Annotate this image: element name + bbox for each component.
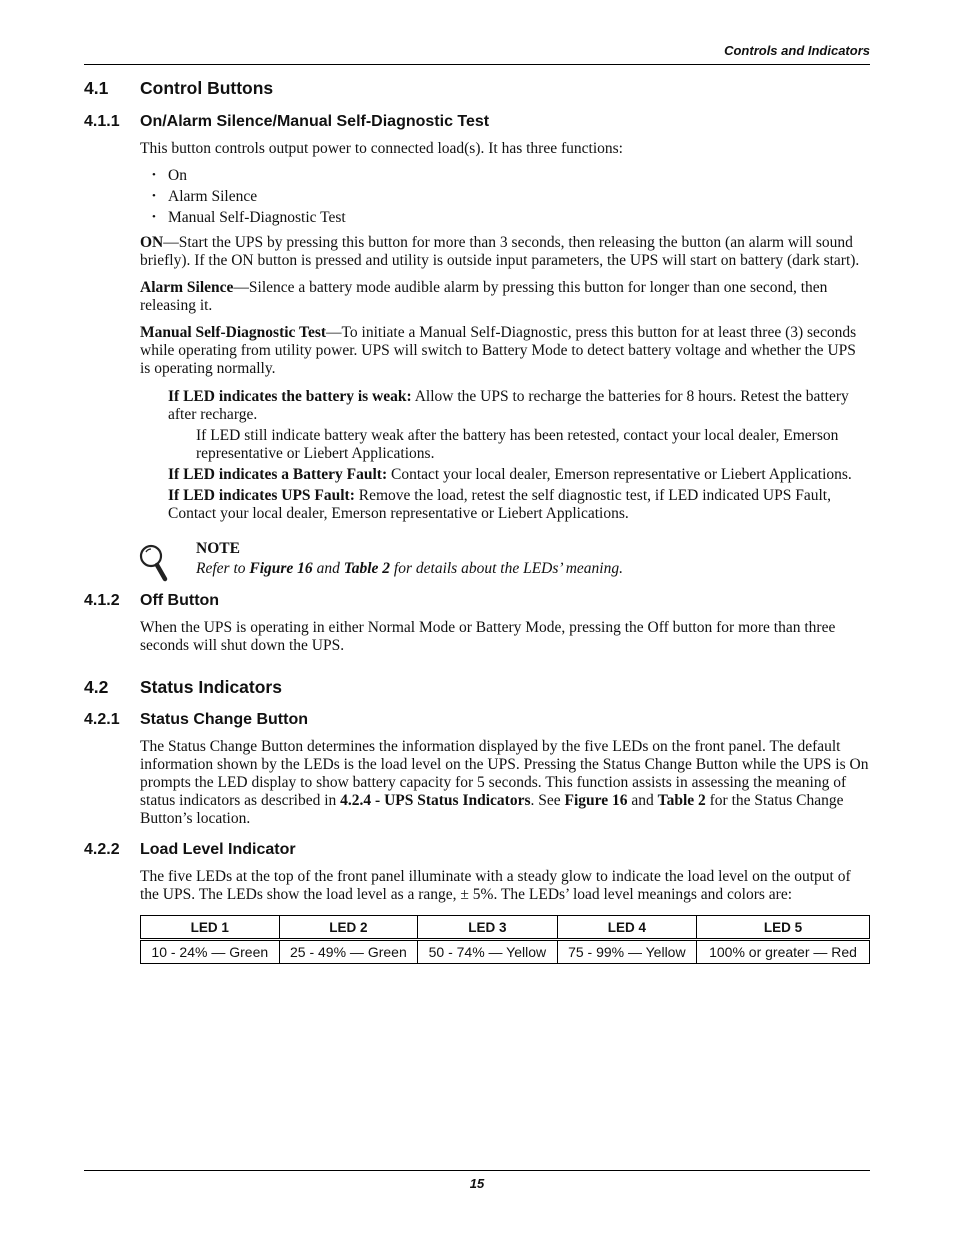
ups-fault-term: If LED indicates UPS Fault:	[168, 487, 355, 504]
note-block	[140, 539, 870, 579]
section-number: 4.1	[84, 78, 109, 98]
load-level-paragraph: The five LEDs at the top of the front panel illuminate with a steady glow to indicate the load level on the output of the UPS. The LEDs show the load level as a range, ± 5%. The LEDs’ load level meanings and colors are:	[140, 868, 851, 903]
manual-paragraph	[140, 324, 870, 378]
section-title: Off Button	[140, 592, 220, 609]
section-4-1-2-heading	[84, 592, 870, 610]
column-header: LED 1	[141, 916, 280, 940]
note-title: NOTE	[196, 540, 240, 557]
section-title: Status Change Button	[140, 711, 308, 728]
ups-fault-paragraph	[168, 487, 870, 523]
fault-text: Contact your local dealer, Emerson representative or Liebert Applications.	[387, 466, 852, 483]
section-number: 4.1.2	[84, 592, 120, 609]
on-paragraph	[140, 234, 870, 270]
list-item: • Alarm Silence	[152, 186, 870, 207]
manual-text: —To initiate a Manual Self-Diagnostic, press this button for at least three (3) seconds while operating from utility power. UPS will switch to Battery Mode to detect battery voltage and whether the UPS is operating normally.	[140, 324, 857, 377]
function-list	[152, 165, 870, 228]
section-4-2-1-heading	[84, 711, 870, 729]
list-item: • Manual Self-Diagnostic Test	[152, 207, 870, 228]
on-term: ON	[140, 234, 164, 251]
table-cell: 50 - 74% — Yellow	[418, 940, 557, 964]
section-number: 4.1.1	[84, 113, 120, 130]
fault-term: If LED indicates a Battery Fault:	[168, 466, 388, 483]
page-number: 15	[469, 1176, 485, 1191]
table-cell: 25 - 49% — Green	[279, 940, 418, 964]
section-number: 4.2	[84, 677, 109, 697]
table-cell: 75 - 99% — Yellow	[557, 940, 696, 964]
intro-paragraph: This button controls output power to connected load(s). It has three functions:	[140, 140, 623, 157]
section-title: Load Level Indicator	[140, 841, 296, 858]
section-4-1-1-heading	[84, 113, 870, 131]
manual-term: Manual Self-Diagnostic Test	[140, 324, 327, 341]
table-row	[141, 940, 870, 964]
figure-ref: Figure 16	[249, 560, 313, 577]
column-header: LED 2	[279, 916, 418, 940]
battery-fault-paragraph	[168, 466, 870, 484]
section-4-1-heading	[84, 78, 870, 99]
section-ref: 4.2.4 - UPS Status Indicators	[340, 792, 531, 809]
note-text: Refer to Figure 16 and Table 2 for details about the LEDs’ meaning.	[196, 560, 623, 577]
alarm-paragraph	[140, 279, 870, 315]
page-content	[84, 78, 870, 964]
section-number: 4.2.1	[84, 711, 120, 728]
alarm-term: Alarm Silence	[140, 279, 234, 296]
table-ref: Table 2	[657, 792, 706, 809]
column-header: LED 4	[557, 916, 696, 940]
weak-term: If LED indicates the battery is weak:	[168, 388, 412, 405]
figure-ref: Figure 16	[564, 792, 628, 809]
table-cell: 100% or greater — Red	[697, 940, 870, 964]
led-load-table	[140, 915, 870, 964]
weak-text: Allow the UPS to recharge the batteries for 8 hours. Retest the battery after recharge.	[168, 388, 849, 423]
footer-rule	[84, 1170, 870, 1171]
section-title: On/Alarm Silence/Manual Self-Diagnostic Test	[140, 113, 490, 130]
header-rule	[84, 64, 870, 65]
weak-sub-paragraph: If LED still indicate battery weak after the battery has been retested, contact your local dealer, Emerson representative or Liebert Applications.	[196, 427, 839, 462]
on-text: —Start the UPS by pressing this button for more than 3 seconds, then releasing the button (an alarm will sound briefly). If the ON button is pressed and utility is outside input parameters, the UPS will start on battery (dark start).	[140, 234, 860, 269]
table-header-row	[141, 916, 870, 940]
section-4-2-2-heading	[84, 841, 870, 859]
column-header: LED 5	[697, 916, 870, 940]
off-paragraph: When the UPS is operating in either Normal Mode or Battery Mode, pressing the Off button for more than three seconds will shut down the UPS.	[140, 619, 836, 654]
section-4-2-heading	[84, 677, 870, 698]
status-change-paragraph: The Status Change Button determines the information displayed by the five LEDs on the front panel. The default information shown by the LEDs is the load level on the UPS. Pressing the Status Change Button while the UPS is On prompts the LED display to show battery capacity for 5 seconds. This function assists in assessing the meaning of status indicators as described in 4.2.4 - UPS Status Indicators. See Figure 16 and Table 2 for the Status Change Button’s location.	[140, 738, 869, 827]
section-title: Control Buttons	[140, 78, 274, 98]
running-header: Controls and Indicators	[724, 43, 870, 58]
list-item: • On	[152, 165, 870, 186]
section-title: Status Indicators	[140, 677, 282, 697]
alarm-text: —Silence a battery mode audible alarm by pressing this button for longer than one second, then releasing it.	[140, 279, 828, 314]
table-cell: 10 - 24% — Green	[141, 940, 280, 964]
ups-fault-text: Remove the load, retest the self diagnostic test, if LED indicated UPS Fault, Contact your local dealer, Emerson representative or Liebert Applications.	[168, 487, 831, 522]
column-header: LED 3	[418, 916, 557, 940]
table-ref: Table 2	[343, 560, 391, 577]
weak-paragraph	[168, 388, 870, 424]
magnifier-icon	[138, 543, 170, 583]
section-number: 4.2.2	[84, 841, 120, 858]
